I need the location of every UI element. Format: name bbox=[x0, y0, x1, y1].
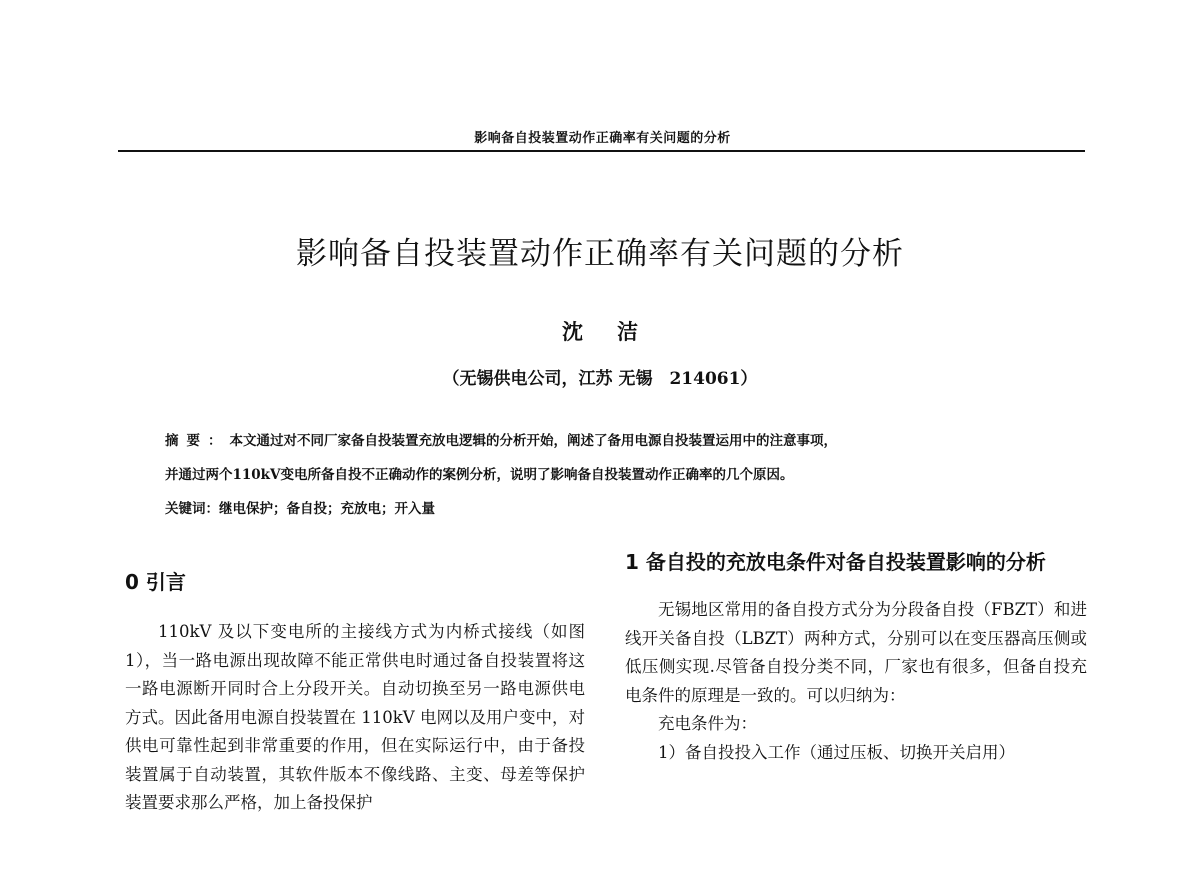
keywords-text: 继电保护；备自投；充放电；开入量 bbox=[219, 501, 435, 517]
keywords-label: 关键词： bbox=[165, 501, 219, 517]
abstract-label: 摘要： bbox=[165, 433, 230, 449]
author-name: 沈洁 bbox=[562, 319, 672, 344]
abstract-text-1: 本文通过对不同厂家备自投装置充放电逻辑的分析开始，阐述了备用电源自投装置运用中的注意事项， bbox=[229, 433, 837, 449]
charge-condition-label: 充电条件为： bbox=[658, 714, 757, 733]
running-header: 影响备自投装置动作正确率有关问题的分析 bbox=[474, 131, 731, 146]
abstract-block bbox=[165, 424, 1045, 526]
section-heading-intro: 0 引言 bbox=[125, 570, 186, 594]
left-column bbox=[125, 566, 585, 818]
paper-title: 影响备自投装置动作正确率有关问题的分析 bbox=[296, 236, 904, 272]
charge-condition-item-1: 1）备自投投入工作（通过压板、切换开关启用） bbox=[658, 742, 1015, 762]
header-rule bbox=[118, 150, 1085, 152]
author-affiliation: （无锡供电公司，江苏 无锡 214061） bbox=[442, 369, 758, 389]
section-heading-1: 1 备自投的充放电条件对备自投装置影响的分析 bbox=[625, 550, 1046, 574]
section1-paragraph: 无锡地区常用的备自投方式分为分段备自投（FBZT）和进线开关备自投（LBZT）两种方式，分别可以在变压器高压侧或低压侧实现.尽管备自投分类不同，厂家也有很多，但备自投充电条件的原理是一致的。可以归纳为： bbox=[625, 600, 1087, 705]
right-column bbox=[625, 546, 1087, 767]
abstract-line-2 bbox=[165, 458, 1045, 492]
abstract-line-1 bbox=[165, 424, 1045, 458]
intro-paragraph: 110kV 及以下变电所的主接线方式为内桥式接线（如图 1），当一路电源出现故障不能正常供电时通过备自投装置将这一路电源断开同时合上分段开关。自动切换至另一路电源供电方式。因此备用电源自投装置在 110kV 电网以及用户变中，对供电可靠性起到非常重要的作用，但在实际运行中，由于备投装置属于自动装置，其软件版本不像线路、主变、母差等保护装置要求那么严格，加上备投保护 bbox=[125, 622, 585, 812]
abstract-text-2: 并通过两个110kV变电所备自投不正确动作的案例分析，说明了影响备自投装置动作正确率的几个原因。 bbox=[165, 467, 794, 483]
keywords-line bbox=[165, 492, 1045, 526]
